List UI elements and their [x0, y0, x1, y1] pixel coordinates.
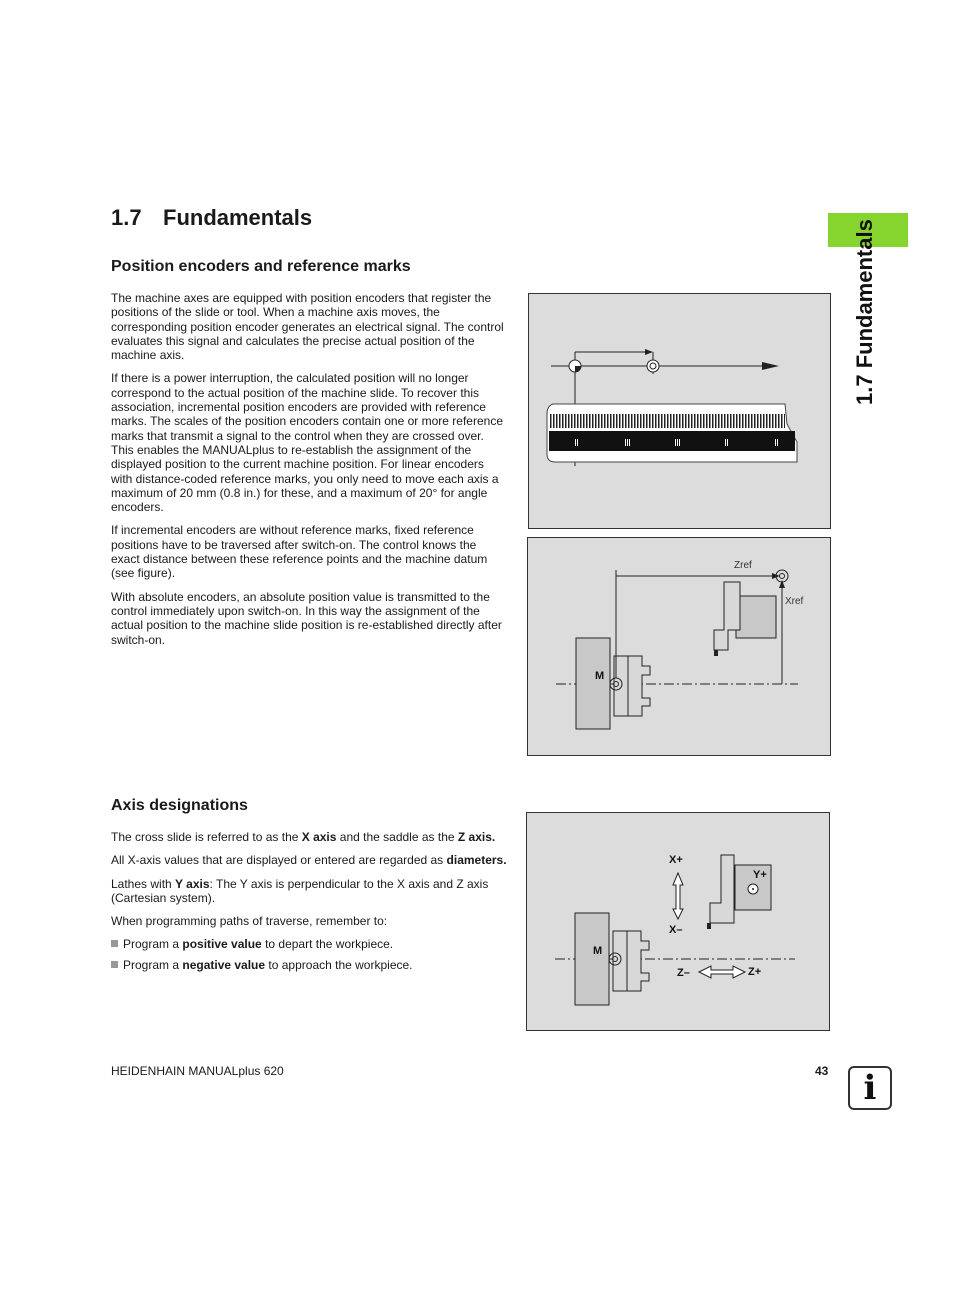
section-title: [111, 205, 312, 231]
paragraph: Lathes with Y axis: The Y axis is perpendicular to the X axis and Z axis (Cartesian system).: [111, 876, 489, 905]
list-item: Program a positive value to depart the workpiece.: [111, 937, 507, 951]
paragraph: The cross slide is referred to as the X axis and the saddle as the Z axis.: [111, 830, 496, 844]
paragraph: The machine axes are equipped with position encoders that register the positions of the slide or tool. When a machine axis moves, the corresponding position encoder generates an electrical signal. The control evaluates this signal and calculates the precise actual position of the machine axis.: [111, 291, 504, 363]
figure-encoder-scale: [528, 293, 831, 529]
info-icon: i: [848, 1066, 892, 1110]
bullet-icon: [111, 961, 118, 968]
section-title-text: Fundamentals: [163, 205, 313, 230]
label-z-minus: Z–: [677, 967, 690, 979]
heading-position-encoders: Position encoders and reference marks: [111, 258, 411, 275]
label-z-plus: Z+: [748, 966, 762, 978]
footer-product: HEIDENHAIN MANUALplus 620: [111, 1064, 284, 1078]
position-encoders-text: [111, 291, 507, 656]
label-x-minus: X–: [669, 924, 683, 936]
sidebar-tab-label: 1.7 Fundamentals: [852, 219, 877, 405]
label-x-plus: X+: [669, 854, 683, 866]
section-number: 1.7: [111, 205, 142, 230]
paragraph: If incremental encoders are without reference marks, fixed reference positions have to be traversed after switch-on. The control knows the exact distance between these reference points and the machine datum (see figure).: [111, 523, 488, 581]
bullet-icon: [111, 940, 118, 947]
heading-axis-designations: Axis designations: [111, 797, 248, 814]
label-m: M: [593, 945, 603, 957]
label-y-plus: Y+: [753, 869, 767, 881]
figure-reference-points: [527, 537, 831, 756]
paragraph: All X-axis values that are displayed or entered are regarded as diameters.: [111, 853, 507, 868]
label-xref: Xref: [785, 596, 804, 607]
page-number: 43: [815, 1064, 829, 1078]
label-m: M: [595, 670, 605, 682]
paragraph: If there is a power interruption, the calculated position will no longer correspond to the actual position of the machine slide. To recover this association, incremental position encoders are provided with reference marks. The scales of the position encoders contain one or more reference marks that transmit a signal to the control when they are crossed over. This enables the MANUALplus to re-establish the assignment of the displayed position to the current machine position. For linear encoders with distance-coded reference marks, you only need to move each axis a maximum of 20 mm (0.8 in.) for these, and a maximum of 20° for angle encoders.: [111, 371, 503, 515]
figure-axis-designations: [526, 812, 830, 1031]
paragraph: With absolute encoders, an absolute position value is transmitted to the control immediately upon switch-on. In this way the assignment of the actual position to the machine slide position is re-established directly after switch-on.: [111, 589, 502, 647]
paragraph: When programming paths of traverse, remember to:: [111, 914, 388, 929]
axis-designations-text: [111, 830, 507, 978]
list-item: Program a negative value to approach the workpiece.: [111, 958, 507, 972]
label-zref: Zref: [734, 560, 752, 571]
